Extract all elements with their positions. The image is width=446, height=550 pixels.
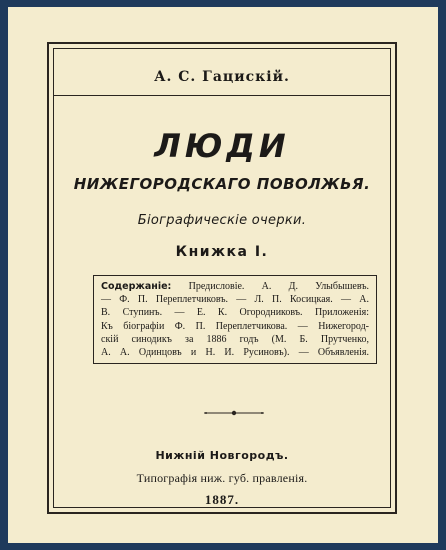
book-title: ЛЮДИ — [154, 127, 290, 165]
contents-line: Къ біографіи Ф. П. Переплетчикова. — Нижегород- — [101, 320, 369, 332]
volume-label: Книжка I. — [175, 244, 269, 260]
book-subtitle: НИЖЕГОРОДСКАГО ПОВОЛЖЬЯ. — [73, 175, 371, 193]
contents-box — [93, 275, 377, 364]
publication-city: Нижній Новгородъ. — [155, 449, 289, 462]
title-page-border — [47, 42, 397, 514]
ornament-divider — [204, 408, 264, 418]
printer-name: Типографія ниж. губ. правленія. — [136, 471, 308, 485]
contents-line: Содержаніе: Предисловіе. А. Д. Улыбышевъ. — [101, 281, 369, 292]
contents-line: — Ф. П. Переплетчиковъ. — Л. П. Косицкая. — А. — [101, 294, 369, 306]
contents-label: Содержаніе: — [101, 281, 172, 292]
contents-line: скій синодикъ за 1886 годъ (М. Б. Прутченко, — [101, 333, 369, 345]
author-name: А. С. Гацискій. — [154, 69, 290, 85]
publication-year: 1887. — [204, 492, 240, 507]
contents-line: В. Ступинъ. — Е. К. Огородниковъ. Приложенія: — [101, 307, 369, 319]
author-divider — [54, 95, 390, 96]
book-genre: Біографическіе очерки. — [137, 213, 307, 228]
title-page-inner-border — [53, 48, 391, 508]
book-cover-page — [8, 7, 438, 543]
contents-line: А. А. Одинцовъ и Н. И. Русиновъ). — Объявленія. — [101, 347, 369, 359]
